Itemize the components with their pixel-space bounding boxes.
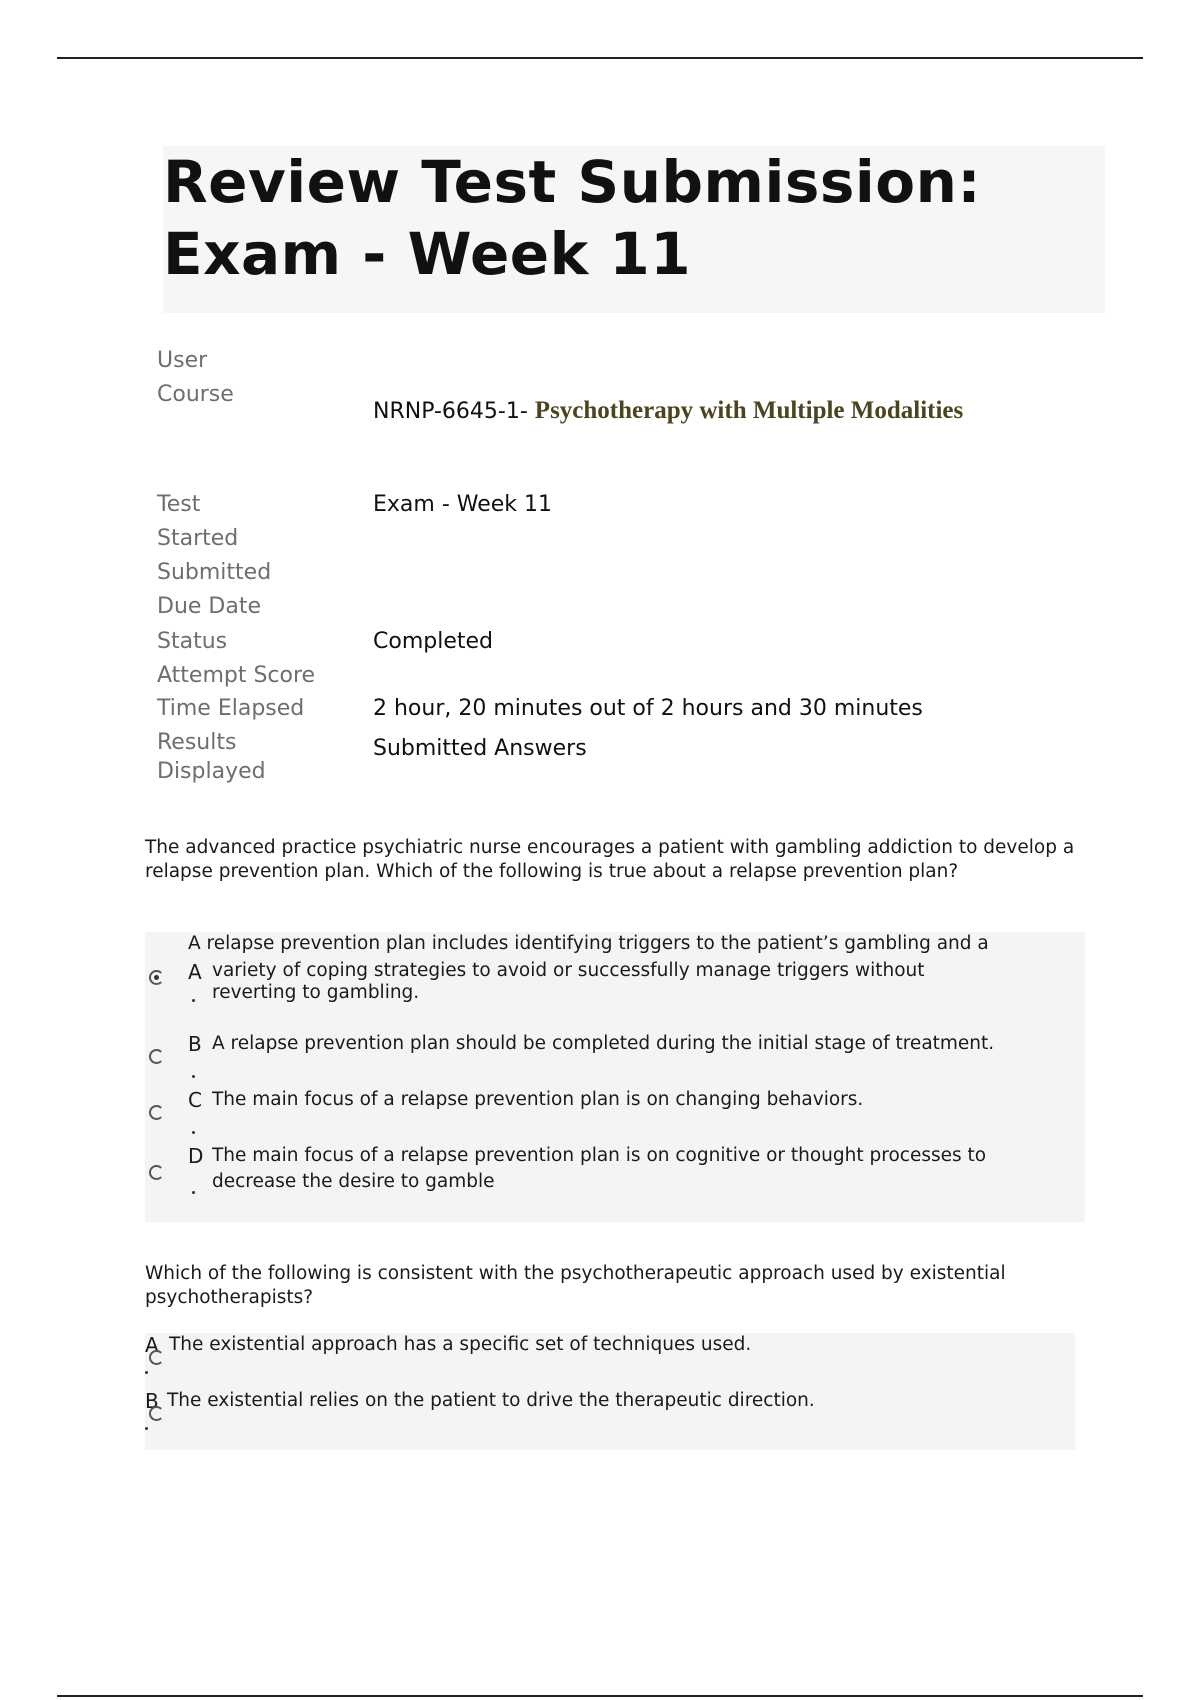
- submitted-label: Submitted: [157, 560, 272, 585]
- radio-selected-icon[interactable]: [149, 970, 164, 985]
- question-2-text: Which of the following is consistent with the psychotherapeutic approach used by existential psychotherapists?: [145, 1263, 1006, 1308]
- time-elapsed-value: 2 hour, 20 minutes out of 2 hours and 30 minutes: [373, 696, 923, 721]
- question-2-answers: [145, 1333, 1075, 1450]
- dot-icon: [192, 1191, 195, 1194]
- dot-icon: [192, 1075, 195, 1078]
- answer-letter: B: [145, 1389, 159, 1413]
- dot-icon: [145, 1371, 148, 1374]
- status-value: Completed: [373, 629, 493, 654]
- dot-icon: [192, 999, 195, 1002]
- course-value: [373, 396, 963, 427]
- started-label: Started: [157, 526, 239, 551]
- page-title-line1: Review Test Submission:: [163, 148, 982, 216]
- answer-text-line2: decrease the desire to gamble: [212, 1171, 495, 1192]
- answer-text-line3: reverting to gambling.: [212, 982, 420, 1003]
- radio-icon[interactable]: [149, 1049, 164, 1064]
- dot-icon: [192, 1131, 195, 1134]
- test-value: Exam - Week 11: [373, 492, 553, 517]
- course-label: Course: [157, 382, 234, 407]
- radio-icon[interactable]: [149, 1406, 164, 1421]
- results-displayed-value: Submitted Answers: [373, 736, 587, 761]
- answer-letter: B: [188, 1032, 202, 1056]
- time-elapsed-label: Time Elapsed: [157, 696, 305, 721]
- question-1-answers: [145, 932, 1085, 1222]
- bottom-rule: [57, 1695, 1143, 1697]
- radio-icon[interactable]: [149, 1350, 164, 1365]
- answer-letter: A: [145, 1333, 159, 1357]
- answer-text-line1: A relapse prevention plan should be completed during the initial stage of treatment.: [212, 1033, 995, 1054]
- due-date-label: Due Date: [157, 594, 261, 619]
- results-displayed-label-line1: Results: [157, 730, 237, 755]
- page-header: [163, 146, 1105, 313]
- answer-letter: D: [188, 1144, 204, 1168]
- status-label: Status: [157, 629, 228, 654]
- answer-text-line1: The existential approach has a specific set of techniques used.: [169, 1334, 752, 1355]
- radio-icon[interactable]: [149, 1105, 164, 1120]
- answer-text-line1: The main focus of a relapse prevention plan is on cognitive or thought processes to: [212, 1145, 987, 1166]
- test-label: Test: [157, 492, 201, 517]
- answer-text-line1: A relapse prevention plan includes identifying triggers to the patient’s gambling and a: [188, 933, 989, 954]
- answer-letter: C: [188, 1088, 202, 1112]
- results-displayed-label-line2: Displayed: [157, 759, 266, 784]
- top-rule: [57, 57, 1143, 59]
- page-title-line2: Exam - Week 11: [163, 220, 692, 288]
- answer-letter: A: [188, 960, 202, 984]
- attempt-score-label: Attempt Score: [157, 663, 316, 688]
- page-title: [163, 146, 1105, 290]
- dot-icon: [145, 1427, 148, 1430]
- answer-text-line2: variety of coping strategies to avoid or successfully manage triggers without: [212, 960, 925, 981]
- answer-text-line1: The main focus of a relapse prevention plan is on changing behaviors.: [212, 1089, 864, 1110]
- user-label: User: [157, 348, 208, 373]
- course-code: NRNP-6645-1-: [373, 399, 528, 424]
- radio-icon[interactable]: [149, 1165, 164, 1180]
- course-name: Psychotherapy with Multiple Modalities: [534, 397, 964, 424]
- answer-text-line1: The existential relies on the patient to drive the therapeutic direction.: [167, 1390, 815, 1411]
- question-1-text: The advanced practice psychiatric nurse encourages a patient with gambling addiction to develop a relapse prevention plan. Which of the following is true about a relapse prevention plan?: [145, 837, 1075, 882]
